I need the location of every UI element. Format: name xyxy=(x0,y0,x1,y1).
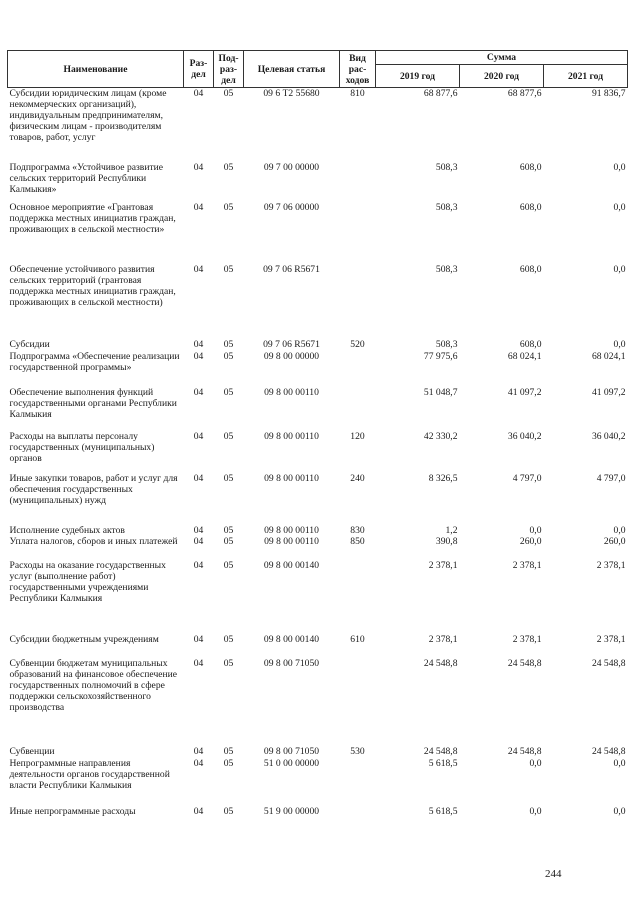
row-2021: 260,0 xyxy=(603,535,626,547)
row-podrazdel: 05 xyxy=(223,757,234,769)
table-row xyxy=(8,387,628,431)
row-name: Иные непрограммные расходы xyxy=(9,805,136,817)
table-row xyxy=(8,806,628,820)
table-row xyxy=(8,339,628,351)
row-razdel: 04 xyxy=(193,805,204,817)
row-2019: 2 378,1 xyxy=(428,559,458,571)
row-vid: 810 xyxy=(350,88,365,99)
row-2019: 390,8 xyxy=(435,535,458,547)
row-podrazdel: 05 xyxy=(223,350,234,362)
table-row xyxy=(8,758,628,806)
row-podrazdel: 05 xyxy=(223,472,234,484)
row-name: Подпрограмма «Обеспечение реализации государственной программы» xyxy=(9,350,180,373)
row-2019: 51 048,7 xyxy=(423,386,458,398)
row-podrazdel: 05 xyxy=(223,535,234,547)
row-2021: 68 024,1 xyxy=(591,350,626,362)
table-header xyxy=(8,51,628,88)
row-vid xyxy=(340,658,376,746)
table-row xyxy=(8,202,628,264)
row-razdel: 04 xyxy=(193,559,204,571)
row-target: 09 8 00 00110 xyxy=(264,386,319,398)
row-podrazdel: 05 xyxy=(223,161,234,173)
row-2020: 608,0 xyxy=(519,263,542,275)
row-2020: 260,0 xyxy=(519,535,542,547)
row-2019: 42 330,2 xyxy=(423,430,458,442)
row-name: Субвенции бюджетам муниципальных образований на финансовое обеспечение государственных полномочий в сфере поддержки сельскохозяйственного производства xyxy=(9,657,178,713)
header-name: Наименование xyxy=(8,51,184,88)
row-name: Расходы на оказание государственных услуг (выполнение работ) государственными учреждениями Республики Калмыкия xyxy=(9,559,166,604)
table-row xyxy=(8,431,628,473)
row-name: Субсидии юридическим лицам (кроме некоммерческих организаций), индивидуальным предпринимателям, физическим лицам - производителям товаров, работ, услуг xyxy=(9,88,167,143)
row-2019: 1,2 xyxy=(445,524,458,536)
table-row xyxy=(8,634,628,658)
header-2019: 2019 год xyxy=(376,65,460,88)
row-podrazdel: 05 xyxy=(223,805,234,817)
table-row xyxy=(8,351,628,387)
row-2020: 608,0 xyxy=(519,161,542,173)
row-2020: 68 024,1 xyxy=(507,350,542,362)
row-podrazdel: 05 xyxy=(223,745,234,757)
table-row xyxy=(8,473,628,525)
row-podrazdel: 05 xyxy=(223,263,234,275)
row-vid xyxy=(340,264,376,339)
row-razdel: 04 xyxy=(193,338,204,350)
row-2020: 608,0 xyxy=(519,201,542,213)
row-razdel: 04 xyxy=(193,88,204,99)
row-2020: 2 378,1 xyxy=(512,559,542,571)
row-vid: 240 xyxy=(350,472,365,484)
row-2020: 41 097,2 xyxy=(507,386,542,398)
row-vid xyxy=(340,351,376,387)
row-target: 09 8 00 00110 xyxy=(264,535,319,547)
row-2020: 36 040,2 xyxy=(507,430,542,442)
row-name: Обеспечение устойчивого развития сельских территорий (грантовая поддержка местных инициатив граждан, проживающих в сельской местности) xyxy=(9,263,176,308)
table-row xyxy=(8,560,628,634)
row-2021: 0,0 xyxy=(613,805,626,817)
row-vid xyxy=(340,202,376,264)
row-vid: 830 xyxy=(350,524,365,536)
row-2019: 24 548,8 xyxy=(423,745,458,757)
row-podrazdel: 05 xyxy=(223,430,234,442)
row-target: 09 8 00 71050 xyxy=(263,657,320,669)
table-row xyxy=(8,536,628,560)
row-2020: 24 548,8 xyxy=(507,657,542,669)
table-row xyxy=(8,264,628,339)
row-target: 09 6 Т2 55680 xyxy=(263,88,320,99)
row-name: Субвенции xyxy=(9,745,55,757)
row-2021: 41 097,2 xyxy=(591,386,626,398)
row-razdel: 04 xyxy=(193,430,204,442)
row-razdel: 04 xyxy=(193,633,204,645)
row-razdel: 04 xyxy=(193,386,204,398)
row-vid xyxy=(340,387,376,431)
row-razdel: 04 xyxy=(193,657,204,669)
row-2019: 508,3 xyxy=(435,201,458,213)
header-summa: Сумма xyxy=(376,51,628,65)
row-2019: 508,3 xyxy=(435,338,458,350)
row-vid xyxy=(340,162,376,202)
table-row xyxy=(8,746,628,758)
row-2021: 4 797,0 xyxy=(596,472,626,484)
row-razdel: 04 xyxy=(193,757,204,769)
row-name: Обеспечение выполнения функций государственными органами Республики Калмыкия xyxy=(9,386,177,420)
header-vid: Вид рас- ходов xyxy=(340,51,376,88)
row-2019: 508,3 xyxy=(435,161,458,173)
row-name: Субсидии бюджетным учреждениям xyxy=(9,633,159,645)
header-2021: 2021 год xyxy=(544,65,628,88)
row-target: 09 8 00 00000 xyxy=(263,350,320,362)
row-2020: 2 378,1 xyxy=(512,633,542,645)
row-name: Непрограммные направления деятельности органов государственной власти Республики Калмыкия xyxy=(9,757,170,791)
row-target: 09 8 00 71050 xyxy=(263,745,320,757)
row-vid: 530 xyxy=(350,745,365,757)
row-target: 09 8 00 00140 xyxy=(263,633,320,645)
table-row xyxy=(8,162,628,202)
row-2021: 91 836,7 xyxy=(591,88,626,99)
row-podrazdel: 05 xyxy=(223,633,234,645)
row-podrazdel: 05 xyxy=(223,657,234,669)
row-2020: 24 548,8 xyxy=(507,745,542,757)
table-row xyxy=(8,658,628,746)
table-row xyxy=(8,525,628,536)
page-number: 244 xyxy=(545,868,562,880)
row-vid xyxy=(340,806,376,820)
row-target: 09 8 00 00140 xyxy=(263,559,320,571)
row-2019: 24 548,8 xyxy=(423,657,458,669)
row-2019: 5 618,5 xyxy=(428,805,458,817)
row-2019: 5 618,5 xyxy=(428,757,458,769)
row-2021: 0,0 xyxy=(613,161,626,173)
row-razdel: 04 xyxy=(193,263,204,275)
row-name: Иные закупки товаров, работ и услуг для обеспечения государственных (муниципальных) нужд xyxy=(9,472,178,506)
row-2020: 0,0 xyxy=(529,757,542,769)
row-2019: 2 378,1 xyxy=(428,633,458,645)
row-name: Уплата налогов, сборов и иных платежей xyxy=(9,535,178,547)
row-vid: 120 xyxy=(350,430,365,442)
row-target: 09 8 00 00110 xyxy=(264,472,319,484)
row-name: Расходы на выплаты персоналу государственных (муниципальных) органов xyxy=(9,430,155,464)
header-razdel: Раз- дел xyxy=(184,51,214,88)
row-vid xyxy=(340,758,376,806)
row-vid xyxy=(340,560,376,634)
row-2021: 0,0 xyxy=(613,201,626,213)
row-razdel: 04 xyxy=(193,524,204,536)
row-name: Подпрограмма «Устойчивое развитие сельских территорий Республики Калмыкия» xyxy=(9,161,164,195)
row-target: 09 8 00 00110 xyxy=(264,430,319,442)
row-razdel: 04 xyxy=(193,201,204,213)
row-target: 09 7 00 00000 xyxy=(263,161,320,173)
row-name: Основное мероприятие «Грантовая поддержка местных инициатив граждан, проживающих в сельской местности» xyxy=(9,201,176,235)
row-2021: 0,0 xyxy=(613,524,626,536)
row-2021: 24 548,8 xyxy=(591,657,626,669)
row-target: 09 7 06 00000 xyxy=(263,201,320,213)
row-razdel: 04 xyxy=(193,745,204,757)
row-2021: 2 378,1 xyxy=(596,633,626,645)
row-2021: 2 378,1 xyxy=(596,559,626,571)
row-vid: 610 xyxy=(350,633,365,645)
header-2020: 2020 год xyxy=(460,65,544,88)
row-razdel: 04 xyxy=(193,472,204,484)
row-podrazdel: 05 xyxy=(223,386,234,398)
header-podrazdel: Под- раз- дел xyxy=(214,51,244,88)
row-razdel: 04 xyxy=(193,535,204,547)
row-podrazdel: 05 xyxy=(223,524,234,536)
row-2019: 508,3 xyxy=(435,263,458,275)
row-2020: 68 877,6 xyxy=(507,88,542,99)
row-2019: 68 877,6 xyxy=(423,88,458,99)
row-target: 51 0 00 00000 xyxy=(263,757,320,769)
row-target: 51 9 00 00000 xyxy=(263,805,320,817)
row-podrazdel: 05 xyxy=(223,201,234,213)
row-2019: 77 975,6 xyxy=(423,350,458,362)
row-target: 09 7 06 R5671 xyxy=(263,338,320,350)
row-podrazdel: 05 xyxy=(223,88,234,99)
row-vid: 520 xyxy=(350,338,365,350)
table-body xyxy=(8,88,628,820)
row-podrazdel: 05 xyxy=(223,559,234,571)
row-vid: 850 xyxy=(350,535,365,547)
row-target: 09 7 06 R5671 xyxy=(263,263,320,275)
row-2021: 0,0 xyxy=(613,338,626,350)
header-celevaya: Целевая статья xyxy=(244,51,340,88)
budget-table xyxy=(7,50,628,820)
row-razdel: 04 xyxy=(193,161,204,173)
row-2021: 36 040,2 xyxy=(591,430,626,442)
row-2021: 0,0 xyxy=(613,263,626,275)
row-razdel: 04 xyxy=(193,350,204,362)
row-2020: 4 797,0 xyxy=(512,472,542,484)
row-podrazdel: 05 xyxy=(223,338,234,350)
row-target: 09 8 00 00110 xyxy=(264,524,319,536)
table-row xyxy=(8,88,628,162)
row-2019: 8 326,5 xyxy=(428,472,458,484)
row-2020: 0,0 xyxy=(529,805,542,817)
row-name: Субсидии xyxy=(9,338,50,350)
row-2020: 608,0 xyxy=(519,338,542,350)
row-2021: 24 548,8 xyxy=(591,745,626,757)
row-name: Исполнение судебных актов xyxy=(9,524,125,536)
row-2020: 0,0 xyxy=(529,524,542,536)
row-2021: 0,0 xyxy=(613,757,626,769)
